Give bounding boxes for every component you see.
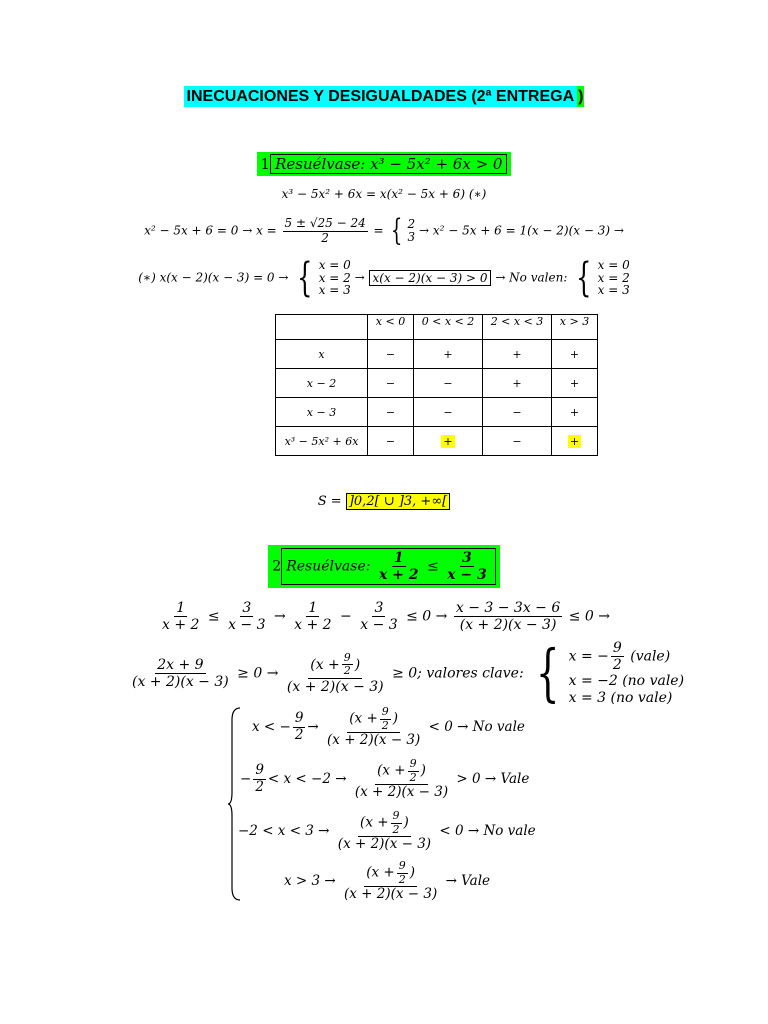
table-header-cell <box>276 315 368 340</box>
table-cell: + <box>552 369 598 398</box>
interval-row-4 <box>284 860 490 903</box>
problem-2-header <box>0 545 768 588</box>
table-cell: − <box>483 427 552 456</box>
interval-row-1 <box>252 706 525 749</box>
statement-prefix: Resuélvase: <box>286 558 371 575</box>
num: 9 <box>612 640 622 656</box>
pre: (x + <box>349 710 378 727</box>
den: (x + 2)(x − 3) <box>327 732 421 749</box>
den: 2 <box>398 872 406 886</box>
op: − <box>340 608 352 625</box>
frac <box>611 640 624 673</box>
table-cell: x <box>276 340 368 369</box>
quad-roots: { 2 3 <box>391 213 416 248</box>
table-header-cell: 2 < x < 3 <box>483 315 552 340</box>
table-row <box>276 398 598 427</box>
rhs-num: 3 <box>462 550 472 566</box>
rhs-den: x − 3 <box>447 567 487 584</box>
result: < 0 → No vale <box>439 822 536 839</box>
quad-num: 5 ± √25 − 24 <box>284 215 366 230</box>
root-3b: x = 3 <box>597 283 630 298</box>
post: ) <box>409 864 416 881</box>
cond: x > 3 → <box>284 872 336 889</box>
key-values: { x = − $\frac{9}{2}$ (vale) x = −2 (no vale) x = 3 (no vale) <box>536 636 685 710</box>
roots-system: { x = 0 x = 2 x = 3 <box>297 255 351 301</box>
den: x − 3 <box>360 617 398 634</box>
table-cell: x − 2 <box>276 369 368 398</box>
num: 9 <box>294 710 304 727</box>
quad-right: → x² − 5x + 6 = 1(x − 2)(x − 3) → <box>418 223 624 238</box>
root-2b: x = 2 <box>597 270 630 285</box>
expr <box>353 758 450 801</box>
post: (vale) <box>630 648 671 665</box>
table-cell: + <box>552 398 598 427</box>
den: x + 2 <box>162 617 200 634</box>
table-row <box>276 340 598 369</box>
num: 3 <box>374 600 384 616</box>
op: ≤ <box>426 558 439 575</box>
table-cell: + <box>483 340 552 369</box>
page-title <box>0 86 768 106</box>
solution-1 <box>0 494 768 509</box>
title-text: INECUACIONES Y DESIGUALDADES (2ª ENTREGA <box>184 86 578 107</box>
pre: (x + <box>310 656 340 673</box>
den: 2 <box>409 770 417 784</box>
table-cell: + <box>414 340 483 369</box>
factor-line: x³ − 5x² + 6x = x(x² − 5x + 6) (∗) <box>281 187 487 201</box>
num: 2x + 9 <box>157 656 204 673</box>
post: ) <box>354 656 361 673</box>
frac <box>292 600 333 633</box>
table-cell: x³ − 5x² + 6x <box>276 427 368 456</box>
den: (x + 2)(x − 3) <box>459 617 557 634</box>
op: ≥ 0; valores clave: <box>392 665 524 682</box>
den: 2 <box>343 664 351 678</box>
table-header-cell: x < 0 <box>368 315 414 340</box>
table-cell <box>552 427 598 456</box>
solution-value: ]0,2[ ∪ ]3, +∞[ <box>346 493 450 510</box>
big-brace-icon <box>228 706 242 902</box>
problem-1-statement: Resuélvase: x³ − 5x² + 6x > 0 <box>270 154 507 174</box>
p2-line-2 <box>128 636 685 710</box>
interval-row-2 <box>240 758 529 801</box>
highlight-plus: + <box>443 434 453 448</box>
quad-root-1: 2 <box>407 217 416 232</box>
problem-1-header <box>0 152 768 176</box>
key-value-1 <box>569 640 684 673</box>
table-cell: − <box>414 398 483 427</box>
small-frac <box>397 860 408 886</box>
root-3: x = 3 <box>318 283 351 298</box>
num: x − 3 − 3x − 6 <box>455 600 561 616</box>
root-2: x = 2 <box>318 270 351 285</box>
den: (x + 2)(x − 3) <box>286 678 384 695</box>
den: (x + 2)(x − 3) <box>132 673 229 690</box>
op: ≤ <box>207 608 220 625</box>
den: (x + 2)(x − 3) <box>354 784 449 801</box>
table-cell: − <box>368 427 414 456</box>
post: ) <box>420 762 426 779</box>
rhs-fraction <box>445 550 489 583</box>
post: ) <box>403 814 409 831</box>
num: 9 <box>409 757 417 770</box>
frac <box>253 763 266 795</box>
num: 9 <box>398 859 406 872</box>
table-header-cell: x > 3 <box>552 315 598 340</box>
small-frac <box>408 758 419 784</box>
p2-line-1 <box>0 600 768 633</box>
den: x − 3 <box>228 617 266 634</box>
table-row <box>276 369 598 398</box>
table-header-row <box>276 315 598 340</box>
post: ) <box>392 710 399 727</box>
table-cell: − <box>414 369 483 398</box>
num: 9 <box>255 762 264 779</box>
num <box>308 652 362 679</box>
sign-table <box>275 314 598 456</box>
result: > 0 → Vale <box>456 770 530 787</box>
title-close: ) <box>578 88 584 105</box>
table-cell: − <box>483 398 552 427</box>
cond: x < − <box>252 718 291 735</box>
roots-system-2: { x = 0 x = 2 x = 3 <box>576 255 630 301</box>
op: ≥ 0 → <box>237 665 279 682</box>
lhs-num: 1 <box>393 550 404 566</box>
den: 2 <box>255 778 264 795</box>
num: 1 <box>176 600 186 616</box>
den: x + 2 <box>294 617 332 634</box>
den: 2 <box>381 718 389 732</box>
expr <box>325 706 422 749</box>
interval-row-3 <box>238 810 536 853</box>
key-value-3: x = 3 (no vale) <box>568 689 673 706</box>
roots-left: (∗) x(x − 2)(x − 3) = 0 → <box>138 270 289 285</box>
quadratic-line: x² − 5x + 6 = 0 → x = $\frac{5 \pm √25 - 24}{2}$ = { 2 3 → x² − 5x + 6 = 1(x − 2)(x − 3) → <box>144 213 624 248</box>
table-cell: + <box>483 369 552 398</box>
frac <box>293 711 306 743</box>
frac <box>130 657 231 690</box>
small-frac <box>380 706 391 732</box>
cond: − <box>240 770 252 787</box>
quad-root-2: 3 <box>407 230 416 244</box>
table-cell: + <box>552 340 598 369</box>
table-cell: − <box>368 340 414 369</box>
table-cell: − <box>368 369 414 398</box>
expr <box>342 860 439 903</box>
key-value-2: x = −2 (no vale) <box>568 673 685 690</box>
boxed-inequality: x(x − 2)(x − 3) > 0 <box>369 270 492 286</box>
root-0: x = 0 <box>318 258 351 273</box>
den: 2 <box>392 822 400 836</box>
expr <box>336 810 433 853</box>
op: ≤ 0 → <box>568 608 610 625</box>
cond-post: → <box>307 718 319 735</box>
cond-post: < x < −2 → <box>267 770 347 787</box>
den: (x + 2)(x − 3) <box>337 836 432 853</box>
result: < 0 → No vale <box>428 718 525 735</box>
pre: (x + <box>360 814 389 831</box>
num <box>375 758 428 785</box>
num: 3 <box>242 600 252 616</box>
lhs-den: x + 2 <box>378 567 419 584</box>
num <box>347 706 400 733</box>
highlight-plus: + <box>569 434 580 448</box>
frac <box>160 600 201 633</box>
lhs-fraction <box>377 550 421 583</box>
problem-2-number: 2 <box>272 558 282 575</box>
frac <box>285 652 386 695</box>
pre: (x + <box>366 864 395 881</box>
solution-label: S = <box>317 494 342 509</box>
den: (x + 2)(x − 3) <box>344 886 438 903</box>
den: 2 <box>612 657 622 674</box>
small-frac <box>342 652 353 678</box>
num: 1 <box>308 600 318 616</box>
pre: (x + <box>377 762 406 779</box>
problem-1-badge <box>257 152 512 176</box>
num <box>358 810 411 837</box>
quad-fraction <box>283 217 368 246</box>
quad-left: x² − 5x + 6 = 0 → x = <box>144 223 277 238</box>
frac <box>454 600 562 633</box>
table-header-cell: 0 < x < 2 <box>414 315 483 340</box>
num <box>364 860 417 887</box>
table-row <box>276 427 598 456</box>
frac <box>226 600 267 633</box>
no-valen: → No valen: <box>495 270 568 285</box>
small-frac <box>391 810 402 836</box>
den: 2 <box>294 726 304 743</box>
table-cell: x − 3 <box>276 398 368 427</box>
root-0b: x = 0 <box>597 258 630 273</box>
roots-line: (∗) x(x − 2)(x − 3) = 0 → { x = 0 x = 2 x = 3 → x(x − 2)(x − 3) > 0 → No valen: { x = 0 x = 2 x = 3 <box>138 255 630 301</box>
table-cell <box>414 427 483 456</box>
problem-2-badge <box>268 545 499 588</box>
num: 9 <box>381 705 389 718</box>
table-cell: − <box>368 398 414 427</box>
frac <box>358 600 399 633</box>
num: 9 <box>392 809 400 822</box>
op: → <box>273 608 286 625</box>
problem-1-number: 1 <box>260 155 271 173</box>
pre: x = − <box>568 648 609 665</box>
problem-2-statement <box>281 548 495 585</box>
num: 9 <box>343 650 351 664</box>
result: → Vale <box>445 872 491 889</box>
op: ≤ 0 → <box>406 608 448 625</box>
cond: −2 < x < 3 → <box>238 822 330 839</box>
quad-den: 2 <box>321 230 329 245</box>
